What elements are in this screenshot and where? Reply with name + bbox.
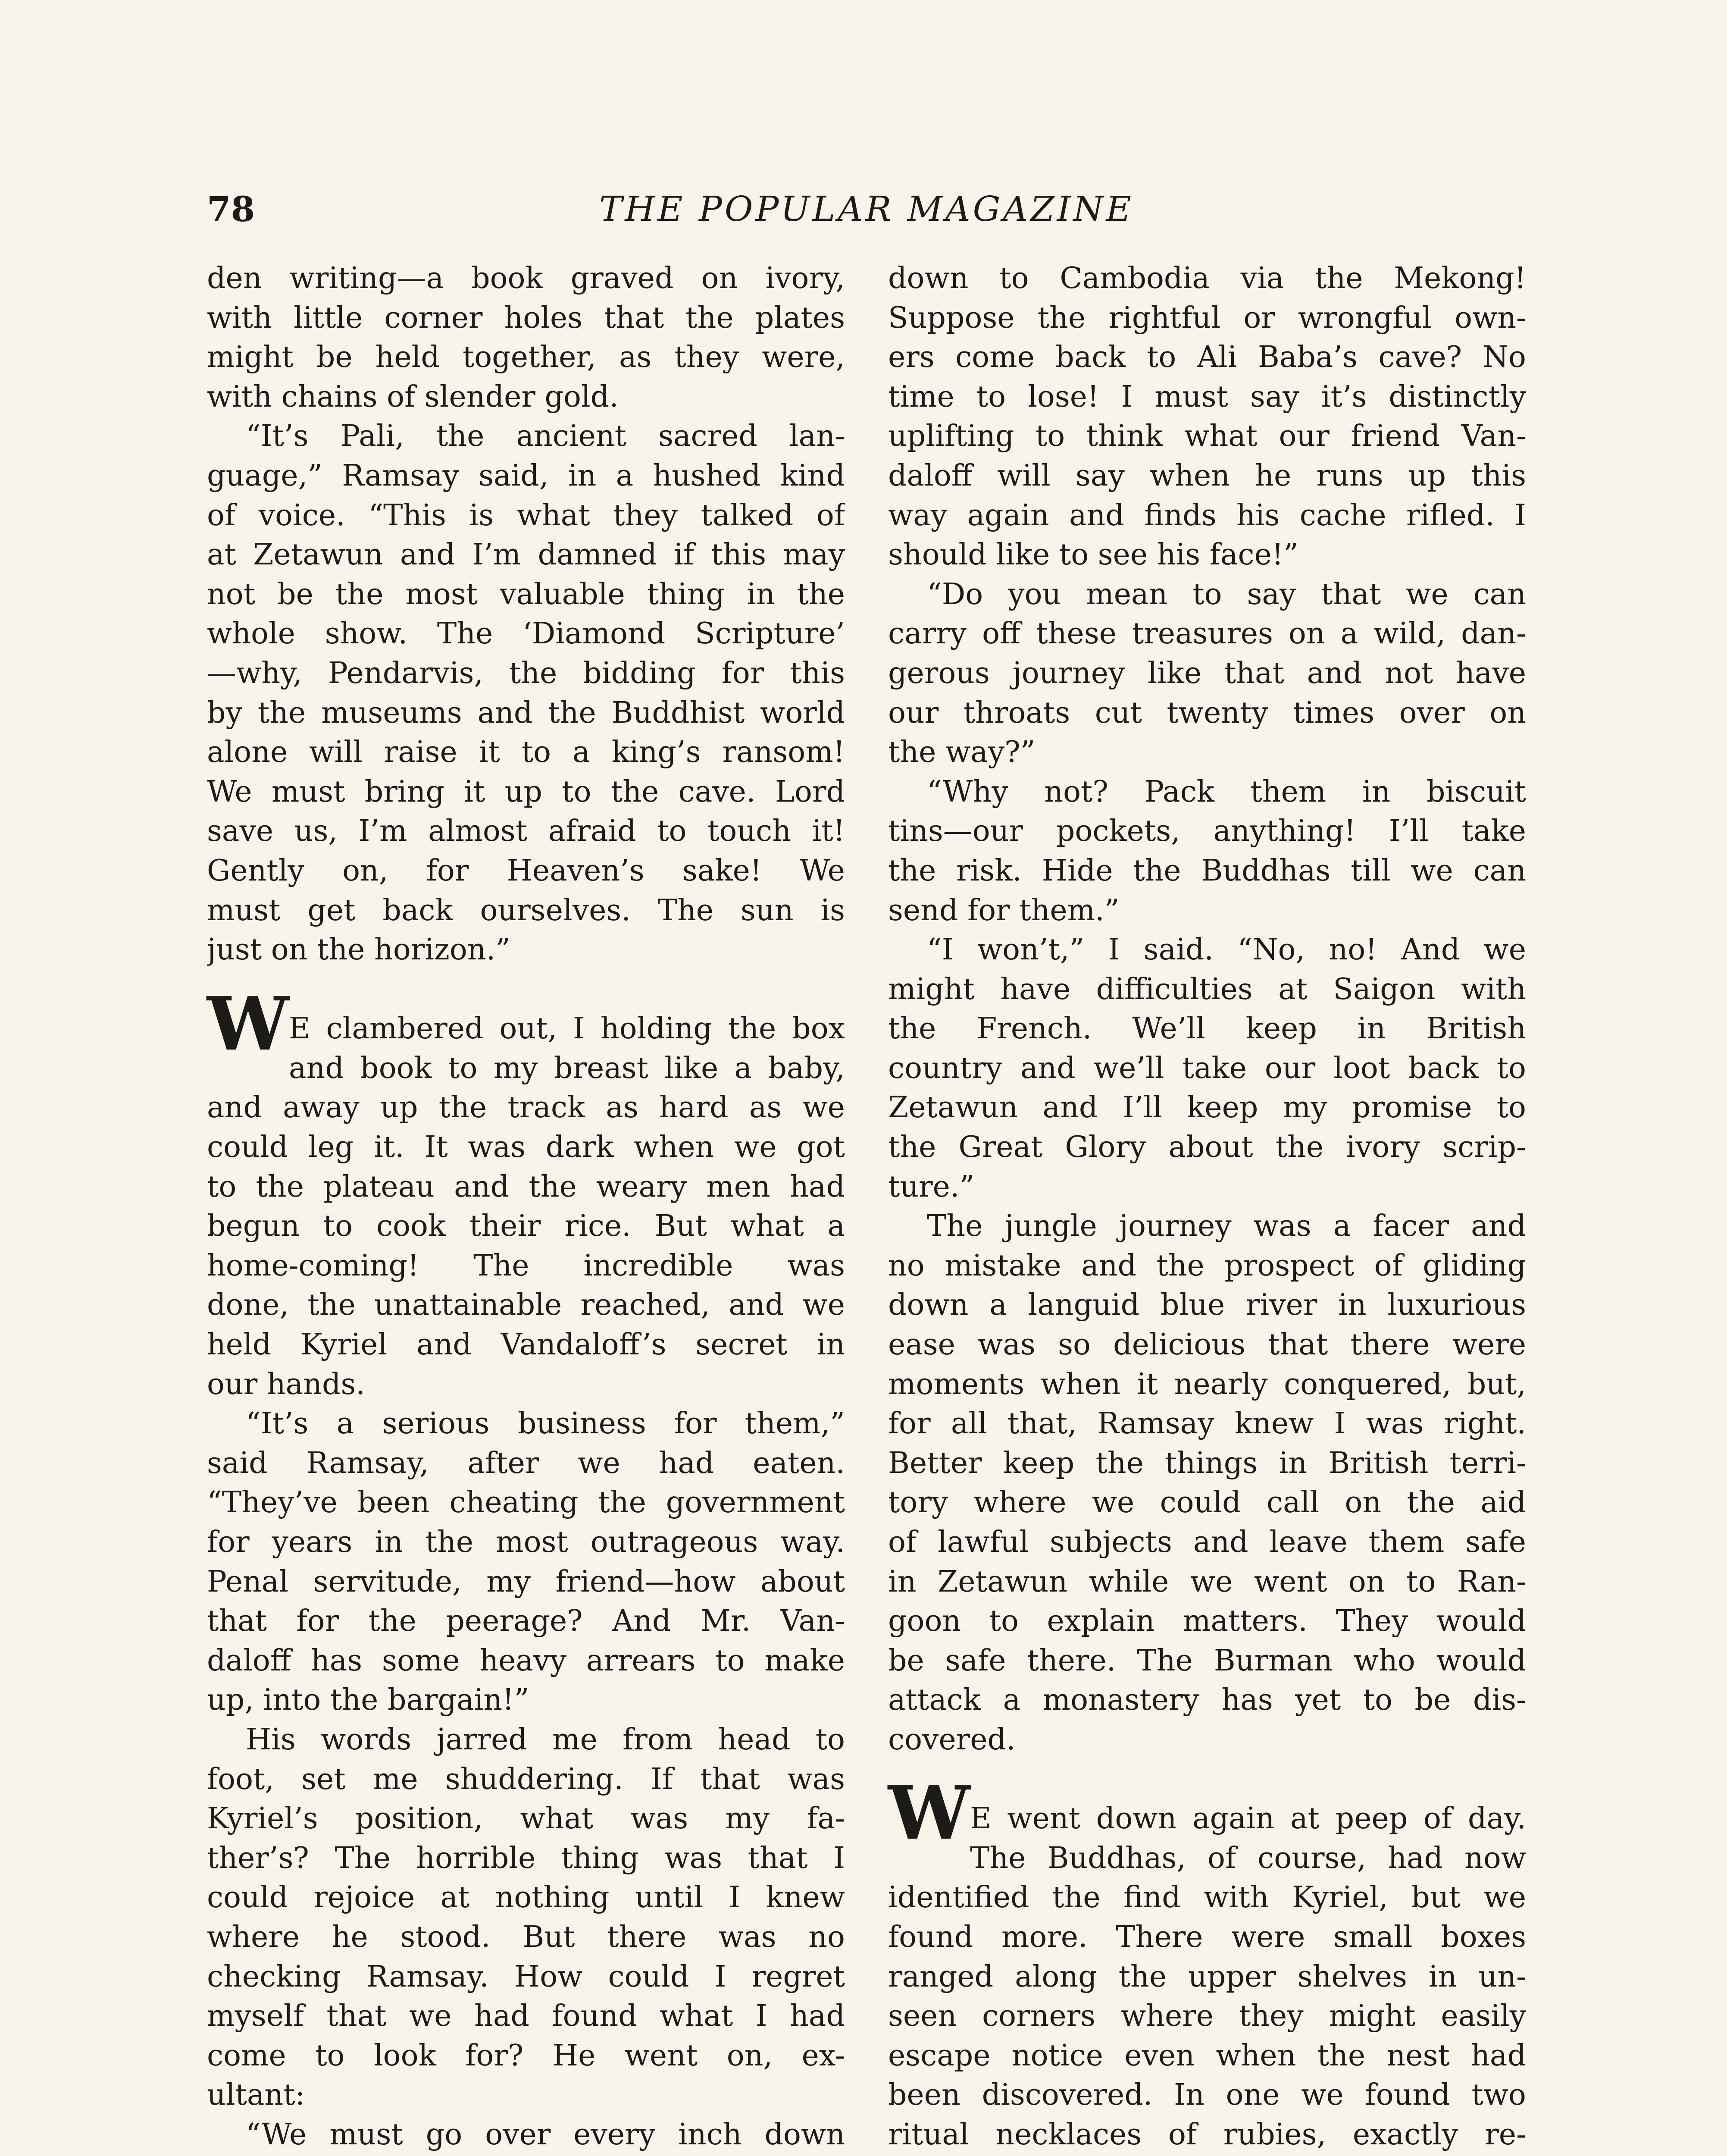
text-line: might have difficulties at Saigon with	[888, 972, 1526, 1006]
text-line: been discovered. In one we found two	[888, 2078, 1526, 2112]
text-line: no mistake and the prospect of gliding	[888, 1248, 1526, 1283]
text-line: Better keep the things in British terri-	[888, 1446, 1526, 1480]
text-line: Gently on, for Heaven’s sake! We	[207, 853, 845, 888]
text-line: at Zetawun and I’m damned if this may	[207, 538, 845, 572]
text-line: just on the horizon.”	[207, 933, 510, 967]
section-break	[888, 1760, 1526, 1799]
text-line: might be held together, as they were,	[207, 340, 845, 375]
text-line: ers come back to Ali Baba’s cave? No	[888, 340, 1526, 375]
text-line: down to Cambodia via the Mekong!	[888, 261, 1526, 295]
left-column	[207, 259, 845, 2156]
text-line: Suppose the rightful or wrongful own-	[888, 301, 1526, 335]
text-line: of voice. “This is what they talked of	[207, 498, 845, 533]
text-line: Kyriel’s position, what was my fa-	[207, 1802, 845, 1836]
text-line: uplifting to think what our friend Van-	[888, 419, 1526, 454]
text-line: not be the most valuable thing in the	[207, 577, 845, 611]
text-line: attack a monastery has yet to be dis-	[888, 1683, 1526, 1717]
text-line: the French. We’ll keep in British	[888, 1012, 1526, 1046]
text-line: E clambered out, I holding the box	[289, 1012, 845, 1046]
drop-cap: W	[207, 981, 289, 1067]
text-line: guage,” Ramsay said, in a hushed kind	[207, 458, 845, 493]
text-line: goon to explain matters. They would	[888, 1604, 1526, 1639]
text-line: must get back ourselves. The sun is	[207, 893, 845, 928]
text-line: ranged along the upper shelves in un-	[888, 1959, 1526, 1994]
text-line: whole show. The ‘Diamond Scripture’	[207, 617, 845, 651]
text-line: The jungle journey was a facer and	[927, 1209, 1526, 1244]
text-line: foot, set me shuddering. If that was	[207, 1762, 845, 1796]
text-line: could rejoice at nothing until I knew	[207, 1880, 845, 1915]
text-line: should like to see his face!”	[888, 538, 1298, 572]
text-line: “Do you mean to say that we can	[927, 577, 1526, 611]
text-line: up, into the bargain!”	[207, 1683, 529, 1717]
text-line: daloff will say when he runs up this	[888, 458, 1526, 493]
text-line: country and we’ll take our loot back to	[888, 1051, 1526, 1085]
text-line: tory where we could call on the aid	[888, 1485, 1526, 1520]
text-line: ture.”	[888, 1169, 975, 1204]
text-line: —why, Pendarvis, the bidding for this	[207, 656, 845, 690]
text-line: seen corners where they might easily	[888, 1999, 1526, 2034]
text-line: gerous journey like that and not have	[888, 656, 1526, 690]
text-line: escape notice even when the nest had	[888, 2038, 1526, 2073]
text-line: begun to cook their rice. But what a	[207, 1209, 845, 1244]
text-line: checking Ramsay. How could I regret	[207, 1959, 845, 1994]
text-line: covered.	[888, 1722, 1016, 1757]
text-line: save us, I’m almost afraid to touch it!	[207, 814, 845, 849]
text-line: time to lose! I must say it’s distinctly	[888, 379, 1526, 414]
text-line: down a languid blue river in luxurious	[888, 1288, 1526, 1322]
text-line: ease was so delicious that there were	[888, 1328, 1526, 1362]
text-line: that for the peerage? And Mr. Van-	[207, 1604, 845, 1639]
text-line: the way?”	[888, 735, 1036, 770]
text-line: our hands.	[207, 1367, 366, 1401]
text-line: said Ramsay, after we had eaten.	[207, 1446, 845, 1480]
text-line: carry off these treasures on a wild, dan-	[888, 617, 1526, 651]
text-line: ultant:	[207, 2078, 305, 2112]
text-line: where he stood. But there was no	[207, 1920, 845, 1954]
text-line: held Kyriel and Vandaloff’s secret in	[207, 1328, 845, 1362]
text-line: and book to my breast like a baby,	[289, 1051, 845, 1085]
text-line: found more. There were small boxes	[888, 1920, 1526, 1954]
running-title: THE POPULAR MAGAZINE	[599, 189, 1134, 229]
text-line: “I won’t,” I said. “No, no! And we	[927, 933, 1526, 967]
text-line: moments when it nearly conquered, but,	[888, 1367, 1526, 1401]
text-line: alone will raise it to a king’s ransom!	[207, 735, 845, 770]
text-line	[888, 2155, 1526, 2156]
text-line: the risk. Hide the Buddhas till we can	[888, 853, 1526, 888]
section-break	[207, 970, 845, 1009]
text-line: and away up the track as hard as we	[207, 1091, 845, 1125]
text-line: of lawful subjects and leave them safe	[888, 1525, 1526, 1559]
drop-cap: W	[888, 1770, 970, 1856]
right-column	[888, 259, 1526, 2156]
page-header	[207, 181, 1526, 237]
text-line: our throats cut twenty times over on	[888, 696, 1526, 730]
text-line: be safe there. The Burman who would	[888, 1643, 1526, 1678]
text-line: Zetawun and I’ll keep my promise to	[888, 1091, 1526, 1125]
text-line	[207, 2155, 845, 2156]
text-line: done, the unattainable reached, and we	[207, 1288, 845, 1322]
text-line: with chains of slender gold.	[207, 379, 619, 414]
text-line: The Buddhas, of course, had now	[970, 1841, 1526, 1875]
text-line: “It’s a serious business for them,”	[246, 1407, 845, 1441]
text-line: ther’s? The horrible thing was that I	[207, 1841, 845, 1875]
text-line: with little corner holes that the plates	[207, 301, 845, 335]
text-line: could leg it. It was dark when we got	[207, 1130, 845, 1165]
text-line: We must bring it up to the cave. Lord	[207, 774, 845, 809]
text-line: E went down again at peep of day.	[970, 1802, 1526, 1836]
text-line: daloff has some heavy arrears to make	[207, 1643, 845, 1678]
text-line: His words jarred me from head to	[246, 1722, 845, 1757]
text-line: way again and finds his cache rifled. I	[888, 498, 1526, 533]
text-line: to the plateau and the weary men had	[207, 1169, 845, 1204]
text-line: “We must go over every inch down	[246, 2117, 845, 2152]
text-line: for years in the most outrageous way.	[207, 1525, 845, 1559]
text-line: ritual necklaces of rubies, exactly re-	[888, 2117, 1526, 2152]
text-line: den writing—a book graved on ivory,	[207, 261, 845, 295]
text-line: come to look for? He went on, ex-	[207, 2038, 845, 2073]
text-line: Penal servitude, my friend—how about	[207, 1564, 845, 1599]
text-line: the Great Glory about the ivory scrip-	[888, 1130, 1526, 1165]
text-line: “They’ve been cheating the government	[207, 1485, 845, 1520]
text-line: in Zetawun while we went on to Ran-	[888, 1564, 1526, 1599]
text-line: send for them.”	[888, 893, 1120, 928]
text-line: identified the find with Kyriel, but we	[888, 1880, 1526, 1915]
text-line: by the museums and the Buddhist world	[207, 696, 845, 730]
page-number: 78	[207, 189, 255, 229]
text-line: myself that we had found what I had	[207, 1999, 845, 2034]
text-line: “It’s Pali, the ancient sacred lan-	[246, 419, 845, 454]
text-line: tins—our pockets, anything! I’ll take	[888, 814, 1526, 849]
text-line: home-coming! The incredible was	[207, 1248, 845, 1283]
text-line: for all that, Ramsay knew I was right.	[888, 1407, 1526, 1441]
text-line: “Why not? Pack them in biscuit	[927, 774, 1526, 809]
